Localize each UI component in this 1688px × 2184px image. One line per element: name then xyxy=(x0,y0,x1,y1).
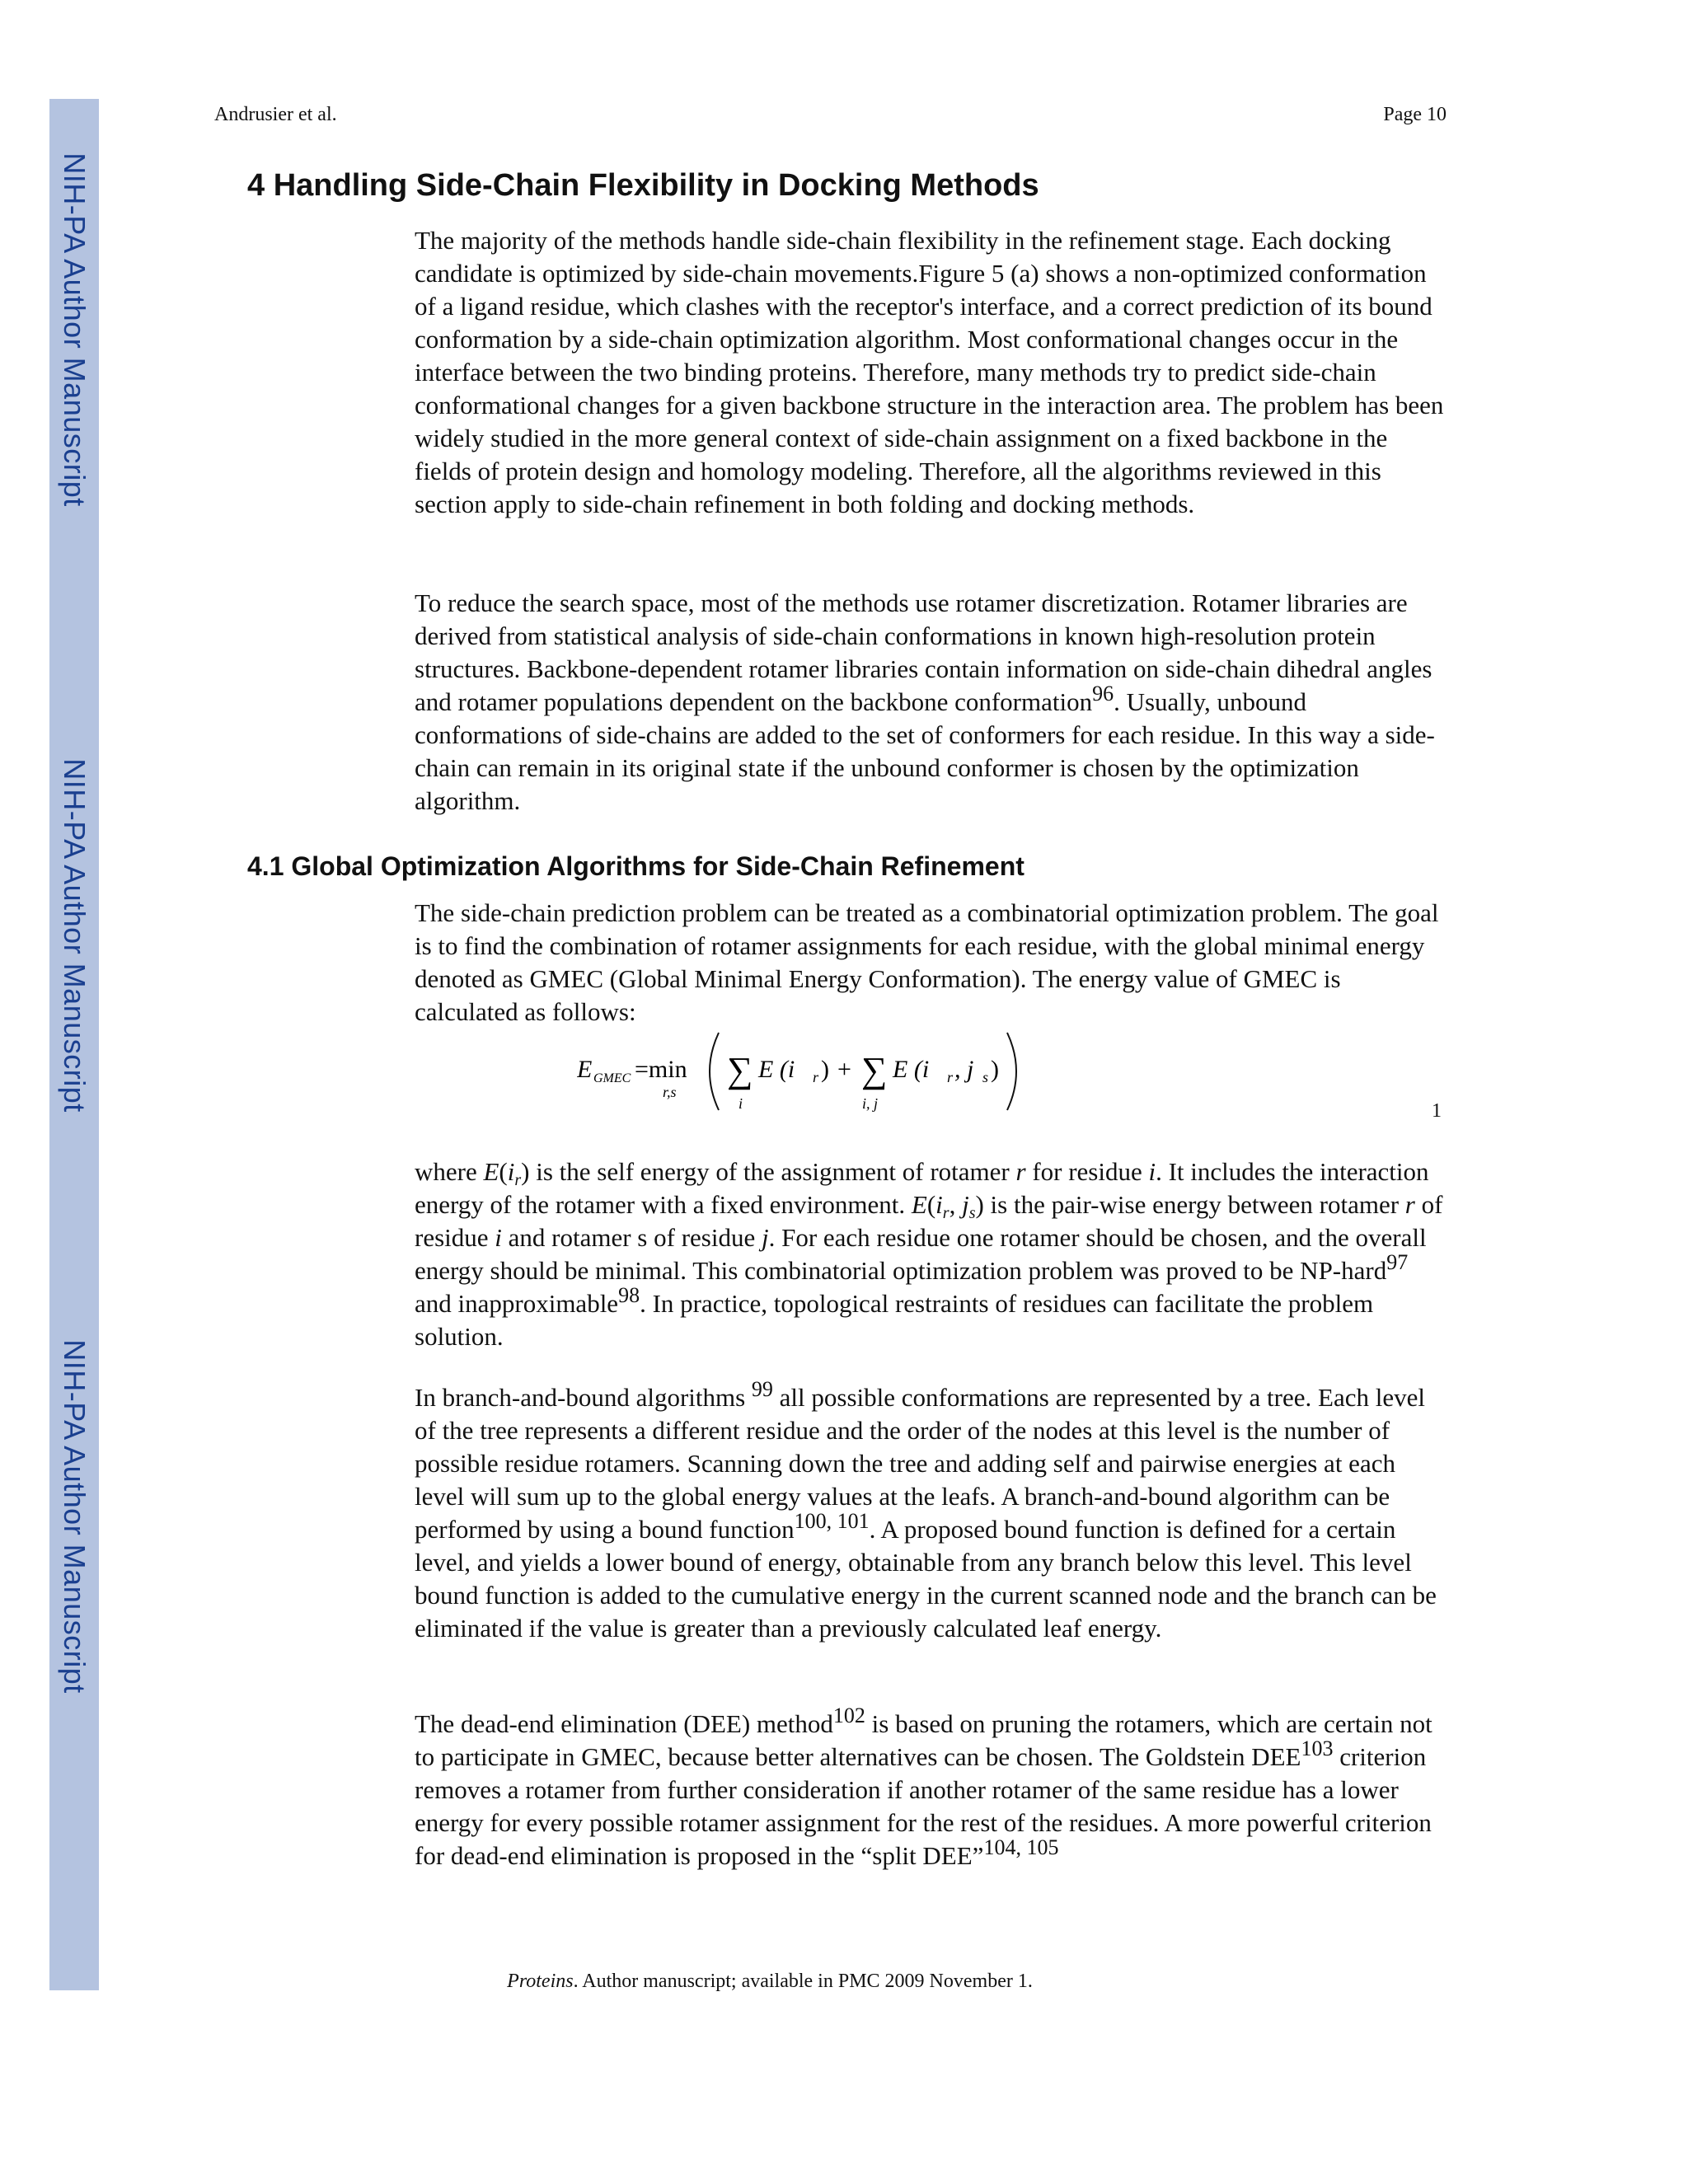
eq-term2-close: ) xyxy=(991,1056,999,1083)
eq-term2-mid: , j xyxy=(954,1056,974,1083)
page-header xyxy=(214,104,1447,126)
sidebar-label-middle: NIH-PA Author Manuscript xyxy=(58,758,91,1113)
footer-note: . Author manuscript; available in PMC 2009 November 1. xyxy=(573,1971,1033,1992)
eq-term1: E (i xyxy=(758,1056,795,1083)
citation-104-105[interactable]: 104, 105 xyxy=(983,1835,1059,1859)
eq-right-paren xyxy=(1007,1033,1016,1110)
sidebar-label-bottom: NIH-PA Author Manuscript xyxy=(58,1339,91,1694)
subsection-heading: 4.1 Global Optimization Algorithms for Side-Chain Refinement xyxy=(247,851,1025,881)
eq-left-paren xyxy=(710,1033,719,1110)
sidebar-label-top: NIH-PA Author Manuscript xyxy=(58,152,91,507)
sidebar-banner xyxy=(49,99,99,1990)
eq-min: =min xyxy=(635,1056,687,1083)
paragraph-gmec-intro: The side-chain prediction problem can be treated as a combinatorial optimization problem. The goal is to find the combination of rotamer assignments for each residue, with the global minimal energy denoted as GMEC (Global Minimal Energy Conformation). The energy value of GMEC is calculated as follows: xyxy=(415,898,1439,1026)
paragraph-branch-and-bound: In branch-and-bound algorithms $^{99}$ all possible conformations are represented by a tree. Each level of the tree represents a different residue and the order of the nodes at this level is the number of possible residue rotamers. Scanning down the tree and adding self and pairwise energies at each level will sum up to the global energy values at the leafs. A branch-and-bound algorithm can be performed by using a bound function$^{100, 101}$. A proposed bound function is defined for a certain level, and yields a lower bound of energy, obtainable from any branch below this level. This level bound function is added to the cumulative energy in the current scanned node and the branch can be eliminated if the value is greater than a previously calculated leaf energy. xyxy=(415,1377,1437,1643)
citation-98[interactable]: 98 xyxy=(618,1283,640,1307)
eq-term2-sub1: r xyxy=(947,1069,954,1085)
eq-sum-1: ∑ xyxy=(727,1050,753,1090)
eq-lhs-sub: GMEC xyxy=(593,1071,631,1085)
page-footer xyxy=(0,1971,1540,1993)
citation-99[interactable]: 99 xyxy=(751,1377,773,1401)
citation-100-101[interactable]: 100, 101 xyxy=(794,1509,870,1533)
eq-term2-sub2: s xyxy=(982,1069,989,1085)
paragraph-rotamer: To reduce the search space, most of the methods use rotamer discretization. Rotamer libraries are derived from statistical analysis of side-chain conformations in known high-resolution protein structures. Backbone-dependent rotamer libraries contain information on side-chain dihedral angles and rotamer populations dependent on the backbone conformation$^{96}$. Usually, unbound conformations of side-chains are added to the set of conformers for each residue. In this way a side-chain can remain in its original state if the unbound conformer is chosen by the optimization algorithm. xyxy=(415,588,1435,815)
eq-sum-2: ∑ xyxy=(861,1050,888,1090)
eq-min-sub: r,s xyxy=(663,1084,677,1100)
citation-97[interactable]: 97 xyxy=(1386,1250,1409,1274)
header-page-number: Page 10 xyxy=(1383,104,1447,125)
eq-plus: + xyxy=(837,1056,851,1083)
eq-term1-close: ) xyxy=(821,1056,829,1083)
paragraph-where: where $E(i_r)$ is the self energy of the assignment of rotamer r for residue i. It includes the interaction energy of the rotamer with a fixed environment. $E(i_r$, $j_s$) is the pair-wise energy between rotamer r of residue i and rotamer s of residue j. For each residue one rotamer should be chosen, and the overall energy should be minimal. This combinatorial optimization problem was proved to be NP-hard$^{97}$ and inapproximable$^{98}$. In practice, topological restraints of residues can facilitate the problem solution. xyxy=(415,1157,1443,1351)
section-heading: 4 Handling Side-Chain Flexibility in Docking Methods xyxy=(247,168,1039,203)
equation-number: 1 xyxy=(1432,1100,1442,1122)
eq-term1-sub: r xyxy=(813,1069,819,1085)
eq-sum2-index: i, j xyxy=(862,1095,879,1112)
eq-sum1-index: i xyxy=(738,1095,743,1112)
citation-102[interactable]: 102 xyxy=(832,1704,865,1727)
citation-96[interactable]: 96 xyxy=(1092,682,1114,705)
header-authors: Andrusier et al. xyxy=(214,104,337,125)
footer-journal: Proteins xyxy=(507,1971,574,1992)
eq-term2: E (i xyxy=(893,1056,930,1083)
citation-103[interactable]: 103 xyxy=(1301,1736,1334,1760)
gmec-equation xyxy=(577,1026,1236,1117)
eq-lhs: E xyxy=(577,1056,593,1083)
paragraph-intro: The majority of the methods handle side-chain flexibility in the refinement stage. Each docking candidate is optimized by side-chain movements.Figure 5 (a) shows a non-optimized conformation of a ligand residue, which clashes with the receptor's interface, and a correct prediction of its bound conformation by a side-chain optimization algorithm. Most conformational changes occur in the interface between the two binding proteins. Therefore, many methods try to predict side-chain conformational changes for a given backbone structure in the interaction area. The problem has been widely studied in the more general context of side-chain assignment on a fixed backbone in the fields of protein design and homology modeling. Therefore, all the algorithms reviewed in this section apply to side-chain refinement in both folding and docking methods. xyxy=(415,226,1444,518)
paragraph-dee: The dead-end elimination (DEE) method$^{102}$ is based on pruning the rotamers, which are certain not to participate in GMEC, because better alternatives can be chosen. The Goldstein DEE$^{103}$ criterion removes a rotamer from further consideration if another rotamer of the same residue has a lower energy for every possible rotamer assignment for the rest of the residues. A more powerful criterion for dead-end elimination is proposed in the “split DEE”$^{104, 105}$ xyxy=(415,1704,1432,1870)
